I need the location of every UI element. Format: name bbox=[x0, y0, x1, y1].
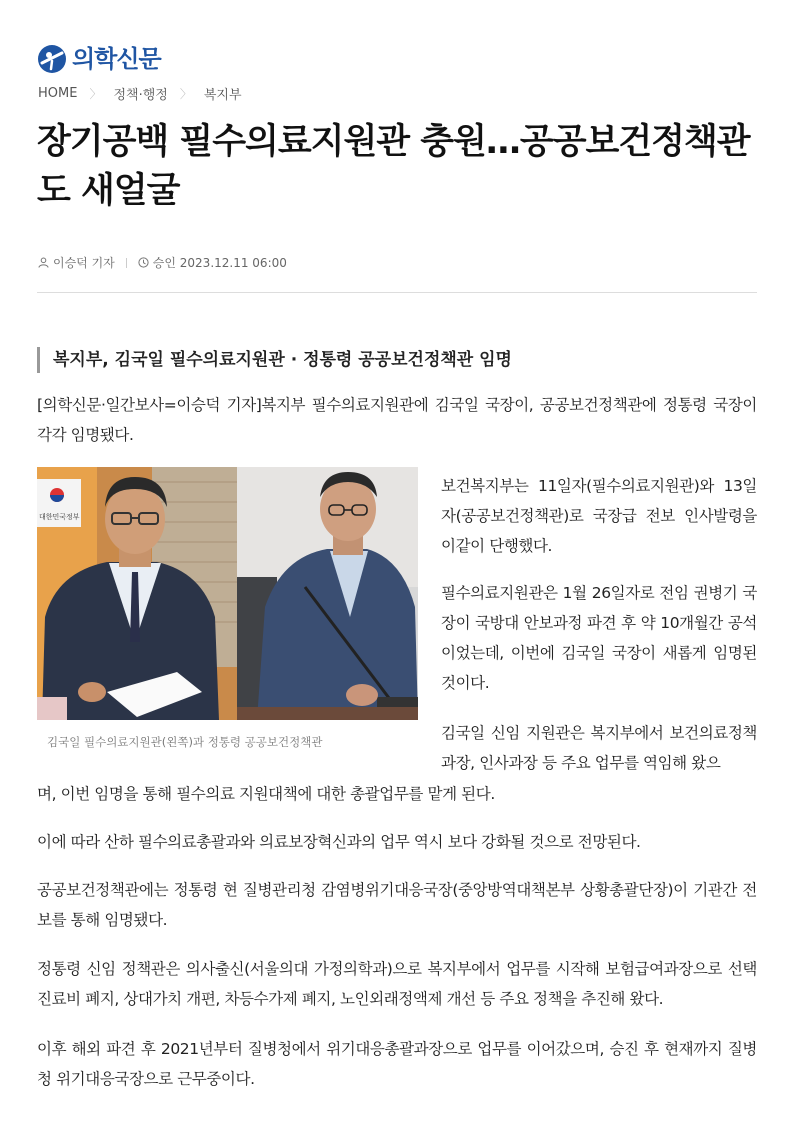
paragraph-lead: [의학신문·일간보사=이승덕 기자]복지부 필수의료지원관에 김국일 국장이, 공공보건정책관에 정통령 국장이 각각 임명됐다. bbox=[37, 396, 757, 444]
person-icon bbox=[38, 257, 49, 268]
article-title: 장기공백 필수의료지원관 충원…공공보건정책관도 새얼굴 bbox=[37, 122, 750, 211]
paragraph: 필수의료지원관은 1월 26일자로 전임 권병기 국장이 국방대 안보과정 파견 후 약 10개월간 공석이었는데, 이번에 김국일 국장이 새롭게 임명된 것이다. bbox=[441, 584, 757, 692]
meta-divider bbox=[126, 258, 127, 268]
paragraph: 이에 따라 산하 필수의료총괄과와 의료보장혁신과의 업무 역시 보다 강화될 것으로 전망된다. bbox=[37, 833, 641, 851]
paragraph: 보건복지부는 11일자(필수의료지원관)와 13일자(공공보건정책관)로 국장급 전보 인사발령을 이같이 단행했다. bbox=[441, 477, 757, 555]
logo-icon bbox=[37, 44, 67, 74]
paragraph-continued: 며, 이번 임명을 통해 필수의료 지원대책에 대한 총괄업무를 맡게 된다. bbox=[37, 785, 495, 803]
article-meta bbox=[38, 254, 287, 271]
photo-caption: 김국일 필수의료지원관(왼쪽)과 정통령 공공보건정책관 bbox=[47, 735, 323, 749]
chevron-right-icon: 〉 bbox=[89, 87, 102, 101]
sign-text: 대한민국정부 bbox=[39, 513, 80, 521]
article-photo bbox=[37, 467, 418, 750]
photo-image[interactable] bbox=[37, 467, 418, 720]
breadcrumb-section[interactable]: 정책·행정 bbox=[113, 88, 168, 103]
chevron-right-icon: 〉 bbox=[179, 87, 192, 101]
logo-text: 의학신문 bbox=[72, 45, 161, 73]
breadcrumb-subsection[interactable]: 복지부 bbox=[203, 88, 242, 103]
article-author[interactable]: 이승덕 기자 bbox=[53, 256, 115, 270]
site-logo[interactable] bbox=[37, 44, 161, 74]
paragraph: 공공보건정책관에는 정통령 현 질병관리청 감염병위기대응국장(중앙방역대책본부 상황총괄단장)이 기관간 전보를 통해 임명됐다. bbox=[37, 881, 757, 929]
article-subtitle: 복지부, 김국일 필수의료지원관 · 정통령 공공보건정책관 임명 bbox=[37, 347, 512, 373]
paragraph: 이후 해외 파견 후 2021년부터 질병청에서 위기대응총괄과장으로 업무를 이어갔으며, 승진 후 현재까지 질병청 위기대응국장으로 근무중이다. bbox=[37, 1040, 757, 1088]
header-divider bbox=[37, 292, 757, 293]
paragraph: 김국일 신임 지원관은 복지부에서 보건의료정책과장, 인사과장 등 주요 업무를 역임해 왔으 bbox=[441, 724, 757, 772]
breadcrumb bbox=[38, 84, 242, 103]
article-date: 승인 2023.12.11 06:00 bbox=[152, 256, 287, 270]
clock-icon bbox=[138, 257, 149, 268]
paragraph: 정통령 신임 정책관은 의사출신(서울의대 가정의학과)으로 복지부에서 업무를 시작해 보험급여과장으로 선택진료비 폐지, 상대가치 개편, 차등수가제 폐지, 노인외래정액제 개선 등 주요 정책을 추진해 왔다. bbox=[37, 960, 757, 1008]
breadcrumb-home[interactable]: HOME bbox=[38, 86, 78, 101]
